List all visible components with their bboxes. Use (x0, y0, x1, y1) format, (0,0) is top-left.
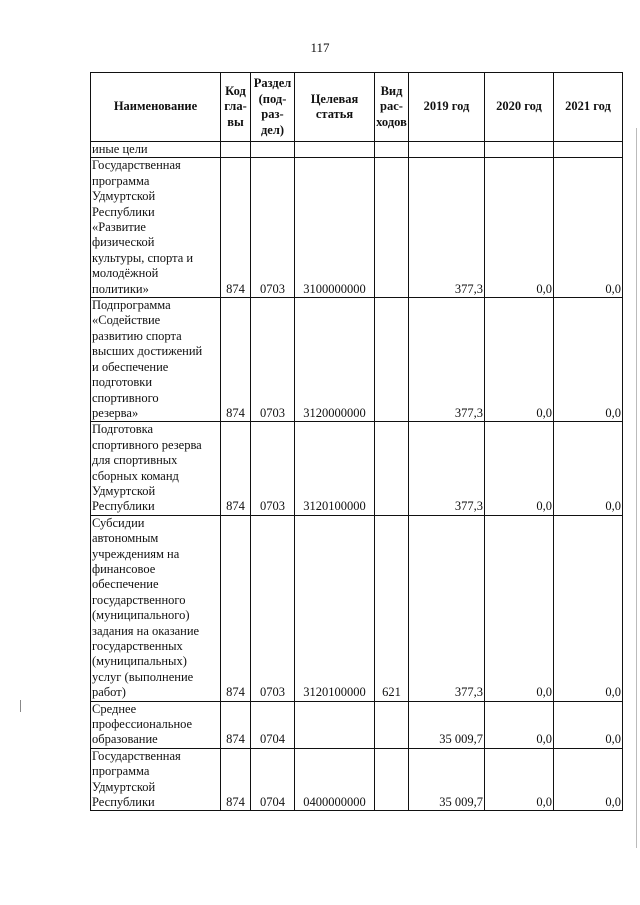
amount-2021-cell: 0,0 (554, 422, 623, 515)
amount-2021-cell: 0,0 (554, 515, 623, 701)
row-name-line: Республики (92, 795, 155, 810)
row-name-line: (муниципального) (92, 608, 190, 623)
row-name-line: резерва» (92, 405, 139, 420)
expense-type-cell (375, 701, 409, 748)
amount-2019-cell: 377,3 (409, 298, 485, 422)
section-code-cell: 0703 (251, 515, 295, 701)
section-code-cell: 0704 (251, 701, 295, 748)
expense-type-cell (375, 748, 409, 811)
row-name-line: политики» (92, 281, 149, 296)
row-name-line: профессиональное (92, 717, 193, 732)
row-name-line: задания на оказание (92, 623, 200, 638)
header-chapter: Код гла-вы (221, 73, 251, 142)
amount-2020-cell: 0,0 (485, 748, 554, 811)
row-name-line: обеспечение (92, 577, 159, 592)
amount-2021-cell: 0,0 (554, 158, 623, 298)
page-number: 117 (310, 40, 330, 55)
row-name-line: программа (92, 173, 150, 188)
amount-2020-cell: 0,0 (485, 158, 554, 298)
section-code-cell: 0703 (251, 422, 295, 515)
row-name-line: Государственная (92, 748, 181, 763)
row-name-line: спортивного (92, 390, 159, 405)
amount-2020-cell: 0,0 (485, 422, 554, 515)
header-target: Целевая статья (295, 73, 375, 142)
expense-type-cell (375, 422, 409, 515)
table-row (91, 158, 623, 298)
header-name: Наименование (91, 73, 221, 142)
row-name-line: Республики (92, 499, 155, 514)
row-name-cell (91, 515, 221, 701)
row-name-line: «Содействие (92, 313, 161, 328)
scan-edge-mark (20, 700, 21, 712)
amount-2020-cell: 0,0 (485, 515, 554, 701)
header-2020: 2020 год (485, 73, 554, 142)
table-row (91, 701, 623, 748)
row-name-line: учреждениям на (92, 546, 180, 561)
chapter-code-cell: 874 (221, 748, 251, 811)
scan-edge-mark (636, 128, 637, 848)
amount-2019-cell: 377,3 (409, 422, 485, 515)
row-name-line: Подпрограмма (92, 298, 171, 313)
header-2021: 2021 год (554, 73, 623, 142)
row-name-line: работ) (92, 685, 126, 700)
row-name-line: государственного (92, 592, 186, 607)
row-name-cell (91, 422, 221, 515)
row-name-line: (муниципальных) (92, 654, 187, 669)
header-section: Раздел (под-раз-дел) (251, 73, 295, 142)
target-article-cell (295, 701, 375, 748)
budget-table (90, 72, 623, 811)
row-name-line: государственных (92, 639, 183, 653)
row-name-cell (91, 748, 221, 811)
amount-2019-cell: 35 009,7 (409, 701, 485, 748)
row-name-line: высших достижений (92, 344, 203, 359)
chapter-code-cell: 874 (221, 158, 251, 298)
section-code-cell: 0704 (251, 748, 295, 811)
amount-2019-cell: 35 009,7 (409, 748, 485, 811)
chapter-code-cell: 874 (221, 422, 251, 515)
amount-2020-cell: 0,0 (485, 701, 554, 748)
row-name-line: финансовое (92, 561, 156, 576)
row-name-line: культуры, спорта и (92, 250, 194, 265)
section-code-cell: 0703 (251, 158, 295, 298)
expense-type-cell: 621 (375, 515, 409, 701)
row-name-line: Республики (92, 204, 155, 219)
row-name-line: услуг (выполнение (92, 669, 194, 684)
table-body (91, 142, 623, 811)
row-name-line: молодёжной (92, 266, 159, 281)
amount-2019-cell: 377,3 (409, 515, 485, 701)
row-name-cell (91, 158, 221, 298)
row-name-line: Удмуртской (92, 483, 156, 498)
chapter-code-cell: 874 (221, 515, 251, 701)
table-row (91, 422, 623, 515)
amount-2021-cell: 0,0 (554, 748, 623, 811)
row-name-line: Удмуртской (92, 779, 156, 794)
row-name-line: Среднее (92, 701, 137, 716)
expense-type-cell (375, 298, 409, 422)
row-name-line: автономным (92, 531, 159, 546)
table-row (91, 748, 623, 811)
row-name-cell (91, 701, 221, 748)
header-expense: Вид рас-ходов (375, 73, 409, 142)
row-name-line: Удмуртской (92, 189, 156, 204)
section-code-cell: 0703 (251, 298, 295, 422)
row-name-line: Государственная (92, 158, 181, 173)
chapter-code-cell: 874 (221, 298, 251, 422)
row-name-line: образование (92, 732, 158, 747)
row-name-line: программа (92, 764, 150, 779)
row-name-line: развитию спорта (92, 328, 182, 343)
table-header (91, 73, 623, 142)
target-article-cell: 3100000000 (295, 158, 375, 298)
row-name-line: Подготовка (92, 422, 154, 437)
continuation-text: иные цели (91, 142, 221, 158)
target-article-cell: 0400000000 (295, 748, 375, 811)
target-article-cell: 3120000000 (295, 298, 375, 422)
row-name-line: подготовки (92, 375, 153, 390)
expense-type-cell (375, 158, 409, 298)
row-name-line: для спортивных (92, 453, 178, 468)
amount-2019-cell: 377,3 (409, 158, 485, 298)
chapter-code-cell: 874 (221, 701, 251, 748)
table-row (91, 298, 623, 422)
row-name-line: сборных команд (92, 468, 179, 483)
continuation-row (91, 142, 623, 158)
amount-2021-cell: 0,0 (554, 298, 623, 422)
target-article-cell: 3120100000 (295, 515, 375, 701)
row-name-line: физической (92, 235, 155, 250)
amount-2020-cell: 0,0 (485, 298, 554, 422)
amount-2021-cell: 0,0 (554, 701, 623, 748)
row-name-line: Субсидии (92, 515, 145, 530)
row-name-line: и обеспечение (92, 359, 169, 374)
table-row (91, 515, 623, 701)
header-2019: 2019 год (409, 73, 485, 142)
row-name-line: спортивного резерва (92, 437, 202, 452)
row-name-line: «Развитие (92, 220, 146, 235)
row-name-cell (91, 298, 221, 422)
target-article-cell: 3120100000 (295, 422, 375, 515)
